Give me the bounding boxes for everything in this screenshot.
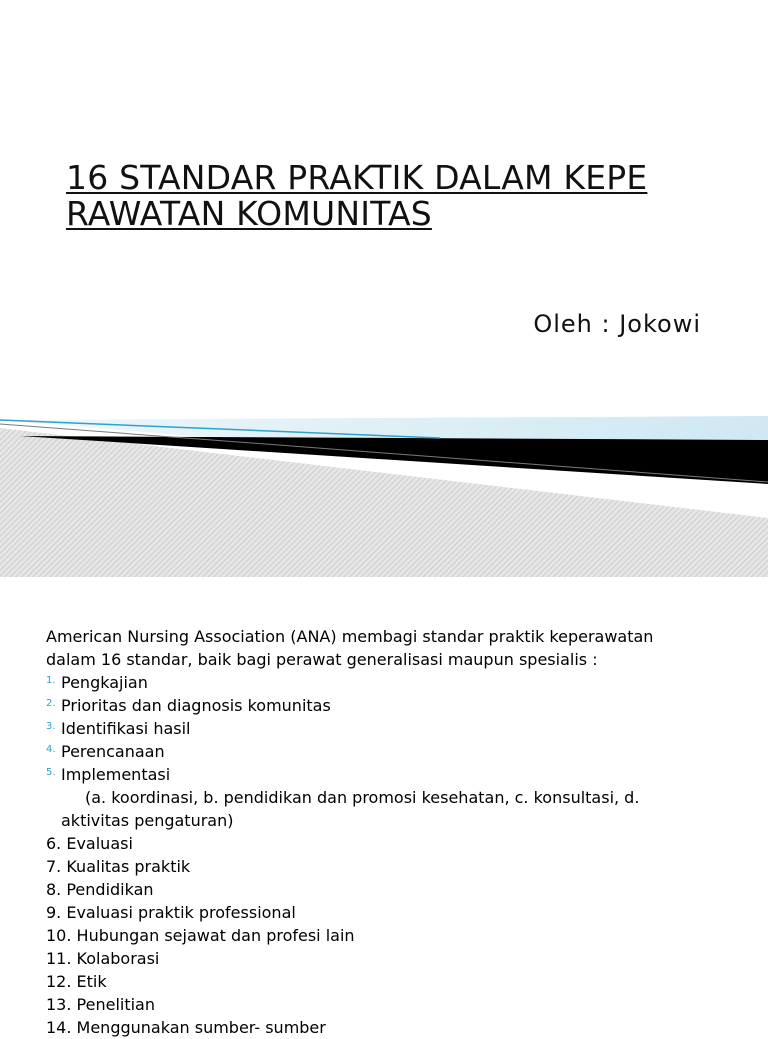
- list-number: 3.: [46, 721, 56, 732]
- title-line-1: 16 STANDAR PRAKTIK DALAM KEPE: [66, 158, 648, 197]
- list-number: 2.: [46, 698, 56, 709]
- plain-item: 13. Penelitian: [46, 995, 155, 1014]
- author-subtitle: Oleh : Jokowi: [533, 310, 701, 338]
- list-item: [46, 763, 736, 786]
- list-text: Prioritas dan diagnosis komunitas: [61, 696, 331, 715]
- plain-item: 6. Evaluasi: [46, 834, 133, 853]
- note-line-2: aktivitas pengaturan): [61, 811, 234, 830]
- note-line-1: (a. koordinasi, b. pendidikan dan promosi kesehatan, c. konsultasi, d.: [85, 788, 640, 807]
- list-item: [46, 717, 736, 740]
- list-text: Pengkajian: [61, 673, 148, 692]
- plain-item: 9. Evaluasi praktik professional: [46, 903, 296, 922]
- list-item: [46, 671, 736, 694]
- title-line-2: RAWATAN KOMUNITAS: [66, 194, 432, 233]
- intro-line-1: American Nursing Association (ANA) membagi standar praktik keperawatan: [46, 627, 654, 646]
- list-item: [46, 694, 736, 717]
- list-text: Perencanaan: [61, 742, 165, 761]
- list-number: 5.: [46, 767, 56, 778]
- plain-item: 12. Etik: [46, 972, 107, 991]
- list-item: [46, 740, 736, 763]
- list-text: Identifikasi hasil: [61, 719, 191, 738]
- list-number: 1.: [46, 675, 56, 686]
- plain-item: 8. Pendidikan: [46, 880, 154, 899]
- content-slide: [0, 577, 768, 1037]
- plain-item: 7. Kualitas praktik: [46, 857, 191, 876]
- implementation-note: [46, 786, 736, 832]
- list-text: Implementasi: [61, 765, 171, 784]
- slide-title: [66, 160, 746, 232]
- plain-item: 14. Menggunakan sumber- sumber: [46, 1018, 326, 1037]
- numbered-list: [46, 671, 736, 786]
- decorative-band: [0, 400, 768, 577]
- list-number: 4.: [46, 744, 56, 755]
- slide-body: [46, 625, 736, 1039]
- plain-item: 10. Hubungan sejawat dan profesi lain: [46, 926, 355, 945]
- intro-line-2: dalam 16 standar, baik bagi perawat generalisasi maupun spesialis :: [46, 650, 598, 669]
- plain-item: 11. Kolaborasi: [46, 949, 160, 968]
